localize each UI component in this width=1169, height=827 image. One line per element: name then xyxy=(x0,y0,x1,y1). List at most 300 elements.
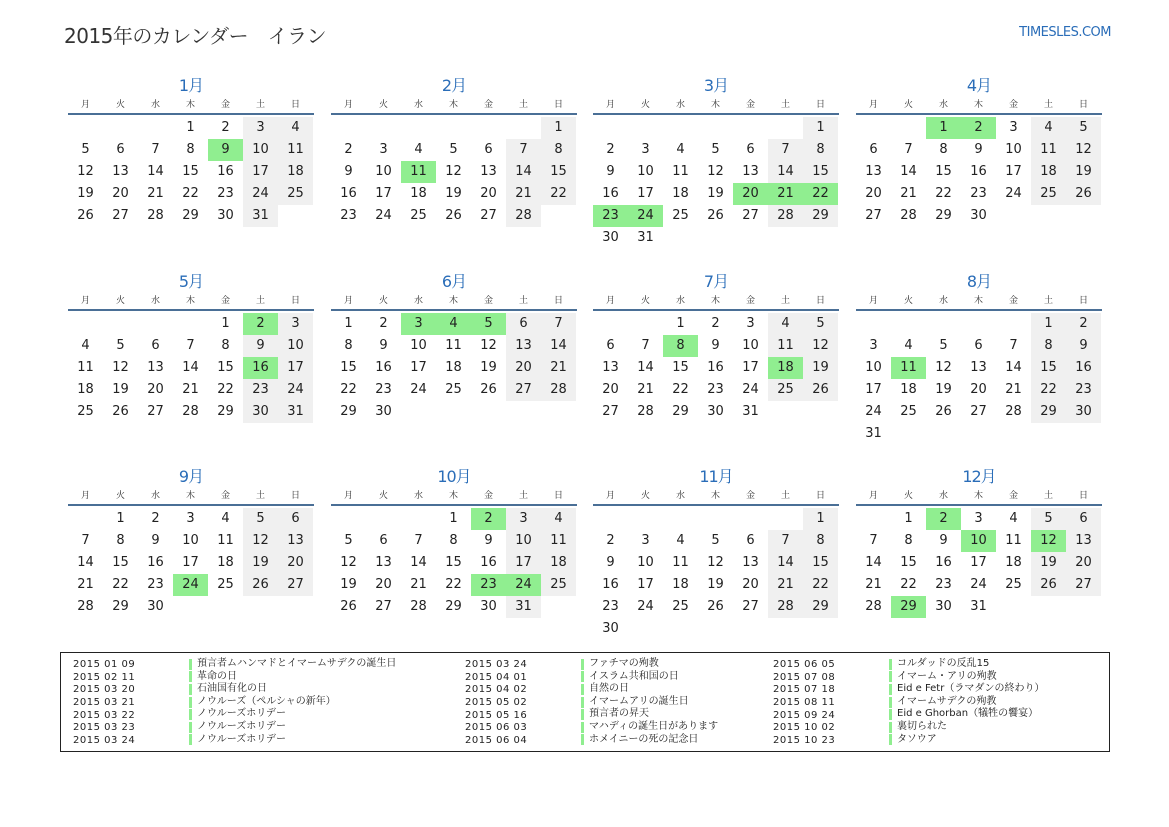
holiday-marker xyxy=(581,709,584,720)
day-cell: 28 xyxy=(900,208,917,223)
day-cell: 25 xyxy=(672,208,689,223)
weekday-header xyxy=(593,97,839,115)
day-cell: 27 xyxy=(375,599,392,614)
day-cell: 8 xyxy=(541,139,576,161)
holiday-marker xyxy=(189,697,192,708)
day-cell: 26 xyxy=(480,382,497,397)
day-cell: 1 xyxy=(676,316,685,331)
holiday-marker xyxy=(189,659,192,670)
day-cell: 15 xyxy=(445,555,462,570)
day-cell: 26 xyxy=(112,404,129,419)
day-cell: 29 xyxy=(672,404,689,419)
day-cell: 3 xyxy=(641,533,650,548)
day-cell: 7 xyxy=(186,338,195,353)
holiday-date: 2015 09 24 xyxy=(773,709,836,721)
day-cell: 6 xyxy=(484,142,493,157)
day-cell: 6 xyxy=(974,338,983,353)
day-cell: 25 xyxy=(672,599,689,614)
day-cell: 15 xyxy=(340,360,357,375)
day-cell: 7 xyxy=(869,533,878,548)
day-cell: 16 xyxy=(935,555,952,570)
holiday-row xyxy=(465,683,718,696)
day-cell: 13 xyxy=(742,555,759,570)
day-cell: 18 xyxy=(278,161,313,183)
holiday-name: Eid e Ghorban（犠牲の饗宴） xyxy=(897,708,1039,720)
day-cell: 10 xyxy=(1005,142,1022,157)
month-4 xyxy=(856,75,1102,227)
holiday-date: 2015 07 08 xyxy=(773,671,836,683)
weekday-label: 土 xyxy=(1043,491,1053,501)
day-cell: 14 xyxy=(637,360,654,375)
day-cell: 25 xyxy=(217,577,234,592)
day-cell: 14 xyxy=(865,555,882,570)
day-cell: 2 xyxy=(711,316,720,331)
day-cell: 14 xyxy=(182,360,199,375)
day-empty xyxy=(103,313,138,335)
weekday-label: 月 xyxy=(343,491,353,501)
weekday-label: 火 xyxy=(640,100,650,110)
day-grid xyxy=(856,508,1102,618)
day-grid xyxy=(593,508,839,640)
day-cell: 23 xyxy=(593,205,628,227)
month-title: 11月 xyxy=(699,467,733,486)
weekday-label: 木 xyxy=(185,491,195,501)
holiday-marker xyxy=(889,671,892,682)
holiday-date: 2015 06 04 xyxy=(465,734,528,746)
month-1 xyxy=(68,75,314,227)
day-empty xyxy=(698,508,733,530)
day-cell: 11 xyxy=(77,360,94,375)
day-cell: 10 xyxy=(961,530,996,552)
day-cell: 19 xyxy=(707,577,724,592)
month-title: 9月 xyxy=(178,467,204,486)
day-empty xyxy=(926,313,961,335)
weekday-label: 木 xyxy=(185,296,195,306)
day-cell: 28 xyxy=(182,404,199,419)
holiday-name: イマームサデクの殉教 xyxy=(897,695,997,707)
day-cell: 24 xyxy=(278,379,313,401)
month-title: 7月 xyxy=(703,272,729,291)
day-cell: 30 xyxy=(602,621,619,636)
day-cell: 29 xyxy=(112,599,129,614)
day-cell: 9 xyxy=(344,164,353,179)
day-empty xyxy=(628,508,663,530)
day-cell: 2 xyxy=(151,511,160,526)
weekday-label: 火 xyxy=(378,100,388,110)
day-cell: 3 xyxy=(278,313,313,335)
day-cell: 29 xyxy=(445,599,462,614)
day-cell: 11 xyxy=(891,357,926,379)
holiday-name: 裏切られた xyxy=(897,720,947,732)
day-empty xyxy=(103,117,138,139)
day-cell: 20 xyxy=(480,186,497,201)
day-cell: 13 xyxy=(480,164,497,179)
holiday-row xyxy=(465,658,718,671)
day-cell: 5 xyxy=(803,313,838,335)
day-cell: 1 xyxy=(344,316,353,331)
day-grid xyxy=(856,117,1102,227)
day-cell: 31 xyxy=(865,426,882,441)
month-title: 10月 xyxy=(437,467,471,486)
day-empty xyxy=(506,117,541,139)
weekday-label: 土 xyxy=(780,100,790,110)
day-cell: 5 xyxy=(449,142,458,157)
day-cell: 1 xyxy=(926,117,961,139)
day-cell: 9 xyxy=(974,142,983,157)
day-cell: 22 xyxy=(1031,379,1066,401)
day-cell: 6 xyxy=(506,313,541,335)
day-cell: 19 xyxy=(243,552,278,574)
day-empty xyxy=(138,313,173,335)
holiday-date: 2015 04 02 xyxy=(465,684,528,696)
day-cell: 4 xyxy=(81,338,90,353)
day-cell: 25 xyxy=(278,183,313,205)
day-cell: 2 xyxy=(606,533,615,548)
holiday-marker xyxy=(889,722,892,733)
day-grid xyxy=(68,508,314,618)
holiday-row xyxy=(773,721,1044,734)
weekday-label: 金 xyxy=(745,100,755,110)
weekday-label: 水 xyxy=(938,296,948,306)
day-cell: 31 xyxy=(243,205,278,227)
weekday-label: 金 xyxy=(483,491,493,501)
weekday-label: 日 xyxy=(815,296,825,306)
holiday-row xyxy=(773,734,1044,747)
weekday-label: 金 xyxy=(1008,296,1018,306)
day-cell: 18 xyxy=(900,382,917,397)
day-cell: 29 xyxy=(182,208,199,223)
day-cell: 5 xyxy=(116,338,125,353)
month-title: 5月 xyxy=(178,272,204,291)
day-cell: 30 xyxy=(707,404,724,419)
holiday-date: 2015 05 02 xyxy=(465,697,528,709)
day-cell: 24 xyxy=(628,205,663,227)
day-cell: 21 xyxy=(410,577,427,592)
day-cell: 6 xyxy=(278,508,313,530)
day-cell: 5 xyxy=(471,313,506,335)
day-cell: 8 xyxy=(1031,335,1066,357)
day-cell: 8 xyxy=(663,335,698,357)
day-empty xyxy=(856,313,891,335)
day-cell: 23 xyxy=(1066,379,1101,401)
day-cell: 17 xyxy=(182,555,199,570)
weekday-label: 金 xyxy=(220,100,230,110)
day-cell: 13 xyxy=(970,360,987,375)
weekday-label: 月 xyxy=(80,100,90,110)
weekday-label: 水 xyxy=(413,491,423,501)
day-empty xyxy=(856,117,891,139)
weekday-label: 木 xyxy=(448,491,458,501)
holiday-row xyxy=(73,721,396,734)
day-cell: 18 xyxy=(672,577,689,592)
day-cell: 30 xyxy=(243,401,278,423)
month-6 xyxy=(331,271,577,423)
weekday-label: 日 xyxy=(815,491,825,501)
day-cell: 2 xyxy=(379,316,388,331)
day-cell: 23 xyxy=(375,382,392,397)
weekday-label: 土 xyxy=(518,491,528,501)
month-title: 3月 xyxy=(703,76,729,95)
day-cell: 30 xyxy=(375,404,392,419)
holiday-row xyxy=(73,683,396,696)
day-cell: 10 xyxy=(865,360,882,375)
day-cell: 7 xyxy=(541,313,576,335)
day-cell: 25 xyxy=(1031,183,1066,205)
day-cell: 13 xyxy=(112,164,129,179)
day-cell: 24 xyxy=(742,382,759,397)
day-cell: 29 xyxy=(891,596,926,618)
day-cell: 22 xyxy=(803,183,838,205)
day-cell: 2 xyxy=(471,508,506,530)
day-cell: 8 xyxy=(803,530,838,552)
weekday-label: 日 xyxy=(1078,296,1088,306)
day-cell: 26 xyxy=(707,208,724,223)
day-cell: 20 xyxy=(375,577,392,592)
day-cell: 27 xyxy=(742,208,759,223)
day-cell: 18 xyxy=(217,555,234,570)
day-cell: 19 xyxy=(707,186,724,201)
day-cell: 16 xyxy=(340,186,357,201)
day-cell: 30 xyxy=(147,599,164,614)
holiday-row xyxy=(773,708,1044,721)
day-cell: 1 xyxy=(449,511,458,526)
weekday-label: 火 xyxy=(640,296,650,306)
holiday-name: ファチマの殉教 xyxy=(589,658,659,669)
holiday-row xyxy=(73,671,396,684)
day-cell: 24 xyxy=(173,574,208,596)
weekday-header xyxy=(331,293,577,311)
holiday-marker xyxy=(889,684,892,695)
day-cell: 31 xyxy=(742,404,759,419)
day-cell: 8 xyxy=(221,338,230,353)
day-cell: 16 xyxy=(147,555,164,570)
month-title: 8月 xyxy=(966,272,992,291)
day-cell: 3 xyxy=(379,142,388,157)
day-cell: 18 xyxy=(410,186,427,201)
weekday-label: 金 xyxy=(745,491,755,501)
day-cell: 5 xyxy=(711,142,720,157)
day-cell: 15 xyxy=(1031,357,1066,379)
day-cell: 25 xyxy=(445,382,462,397)
day-cell: 22 xyxy=(182,186,199,201)
day-empty xyxy=(138,117,173,139)
day-cell: 4 xyxy=(676,142,685,157)
day-cell: 26 xyxy=(77,208,94,223)
day-cell: 7 xyxy=(1009,338,1018,353)
day-cell: 22 xyxy=(900,577,917,592)
day-cell: 14 xyxy=(77,555,94,570)
day-cell: 10 xyxy=(375,164,392,179)
day-cell: 21 xyxy=(182,382,199,397)
day-cell: 26 xyxy=(243,574,278,596)
day-cell: 10 xyxy=(637,555,654,570)
weekday-label: 水 xyxy=(938,100,948,110)
day-cell: 4 xyxy=(414,142,423,157)
day-cell: 23 xyxy=(217,186,234,201)
holiday-name: 革命の日 xyxy=(197,670,237,682)
weekday-label: 月 xyxy=(343,100,353,110)
day-empty xyxy=(663,117,698,139)
day-cell: 6 xyxy=(606,338,615,353)
day-cell: 23 xyxy=(935,577,952,592)
day-cell: 3 xyxy=(401,313,436,335)
weekday-label: 木 xyxy=(973,491,983,501)
day-cell: 3 xyxy=(974,511,983,526)
day-cell: 5 xyxy=(344,533,353,548)
day-cell: 8 xyxy=(344,338,353,353)
month-12 xyxy=(856,466,1102,618)
day-cell: 3 xyxy=(186,511,195,526)
day-cell: 12 xyxy=(77,164,94,179)
day-cell: 23 xyxy=(707,382,724,397)
weekday-label: 木 xyxy=(448,100,458,110)
month-8 xyxy=(856,271,1102,445)
day-cell: 21 xyxy=(637,382,654,397)
day-cell: 5 xyxy=(1031,508,1066,530)
day-grid xyxy=(68,117,314,227)
day-cell: 20 xyxy=(112,186,129,201)
day-cell: 27 xyxy=(506,379,541,401)
weekday-header xyxy=(593,293,839,311)
holiday-date: 2015 05 16 xyxy=(465,709,528,721)
day-grid xyxy=(856,313,1102,445)
day-cell: 14 xyxy=(1005,360,1022,375)
day-cell: 1 xyxy=(904,511,913,526)
day-cell: 9 xyxy=(606,555,615,570)
day-cell: 27 xyxy=(278,574,313,596)
day-empty xyxy=(173,313,208,335)
holiday-name: 預言者の昇天 xyxy=(589,708,649,720)
weekday-label: 火 xyxy=(903,296,913,306)
holiday-date: 2015 07 18 xyxy=(773,684,836,696)
day-cell: 21 xyxy=(77,577,94,592)
day-cell: 17 xyxy=(637,577,654,592)
weekday-header xyxy=(331,488,577,506)
day-cell: 31 xyxy=(506,596,541,618)
day-cell: 18 xyxy=(1005,555,1022,570)
weekday-label: 土 xyxy=(255,296,265,306)
day-cell: 23 xyxy=(243,379,278,401)
day-empty xyxy=(331,117,366,139)
day-cell: 30 xyxy=(1066,401,1101,423)
day-cell: 14 xyxy=(900,164,917,179)
weekday-label: 土 xyxy=(255,491,265,501)
weekday-label: 木 xyxy=(973,100,983,110)
day-cell: 17 xyxy=(375,186,392,201)
weekday-label: 日 xyxy=(1078,100,1088,110)
day-cell: 14 xyxy=(768,161,803,183)
day-cell: 23 xyxy=(147,577,164,592)
day-cell: 4 xyxy=(1009,511,1018,526)
day-cell: 10 xyxy=(742,338,759,353)
day-cell: 13 xyxy=(506,335,541,357)
day-cell: 28 xyxy=(77,599,94,614)
holiday-row xyxy=(73,658,396,671)
holiday-row xyxy=(773,658,1044,671)
weekday-label: 日 xyxy=(815,100,825,110)
holiday-marker xyxy=(189,722,192,733)
weekday-header xyxy=(68,293,314,311)
day-cell: 26 xyxy=(1066,183,1101,205)
weekday-label: 土 xyxy=(518,100,528,110)
day-cell: 16 xyxy=(480,555,497,570)
weekday-label: 水 xyxy=(150,491,160,501)
day-cell: 1 xyxy=(186,120,195,135)
weekday-label: 木 xyxy=(448,296,458,306)
day-empty xyxy=(593,117,628,139)
day-cell: 15 xyxy=(541,161,576,183)
weekday-header xyxy=(856,97,1102,115)
weekday-label: 水 xyxy=(675,296,685,306)
day-cell: 7 xyxy=(768,139,803,161)
day-cell: 31 xyxy=(637,230,654,245)
day-cell: 4 xyxy=(1031,117,1066,139)
day-cell: 11 xyxy=(445,338,462,353)
weekday-label: 木 xyxy=(973,296,983,306)
day-cell: 18 xyxy=(768,357,803,379)
day-cell: 13 xyxy=(602,360,619,375)
holiday-row xyxy=(773,671,1044,684)
holiday-name: イスラム共和国の日 xyxy=(589,670,679,682)
day-cell: 25 xyxy=(77,404,94,419)
weekday-label: 火 xyxy=(115,100,125,110)
weekday-header xyxy=(856,488,1102,506)
day-cell: 24 xyxy=(410,382,427,397)
day-cell: 4 xyxy=(436,313,471,335)
weekday-label: 火 xyxy=(378,296,388,306)
holiday-name: コルダッドの反乱15 xyxy=(897,658,990,669)
weekday-label: 金 xyxy=(220,296,230,306)
day-empty xyxy=(768,117,803,139)
weekday-label: 木 xyxy=(185,100,195,110)
day-cell: 20 xyxy=(506,357,541,379)
day-cell: 2 xyxy=(606,142,615,157)
day-cell: 19 xyxy=(340,577,357,592)
holiday-column-2 xyxy=(465,658,718,746)
day-cell: 4 xyxy=(221,511,230,526)
day-cell: 16 xyxy=(602,186,619,201)
day-cell: 1 xyxy=(541,117,576,139)
day-cell: 27 xyxy=(970,404,987,419)
month-9 xyxy=(68,466,314,618)
day-cell: 6 xyxy=(746,533,755,548)
day-empty xyxy=(68,508,103,530)
holiday-date: 2015 06 03 xyxy=(465,722,528,734)
day-cell: 28 xyxy=(1005,404,1022,419)
month-title: 4月 xyxy=(966,76,992,95)
day-cell: 30 xyxy=(970,208,987,223)
day-cell: 25 xyxy=(410,208,427,223)
day-cell: 5 xyxy=(939,338,948,353)
day-cell: 24 xyxy=(637,599,654,614)
weekday-header xyxy=(593,488,839,506)
day-empty xyxy=(628,313,663,335)
day-cell: 12 xyxy=(707,164,724,179)
day-cell: 17 xyxy=(742,360,759,375)
day-cell: 4 xyxy=(904,338,913,353)
weekday-label: 土 xyxy=(780,296,790,306)
day-cell: 17 xyxy=(865,382,882,397)
day-cell: 26 xyxy=(803,379,838,401)
weekday-label: 月 xyxy=(868,491,878,501)
day-cell: 11 xyxy=(401,161,436,183)
day-cell: 11 xyxy=(1005,533,1022,548)
weekday-label: 日 xyxy=(290,491,300,501)
holiday-marker xyxy=(581,722,584,733)
weekday-label: 火 xyxy=(378,491,388,501)
day-cell: 22 xyxy=(217,382,234,397)
brand-link[interactable]: TIMESLES.COM xyxy=(1019,25,1111,40)
